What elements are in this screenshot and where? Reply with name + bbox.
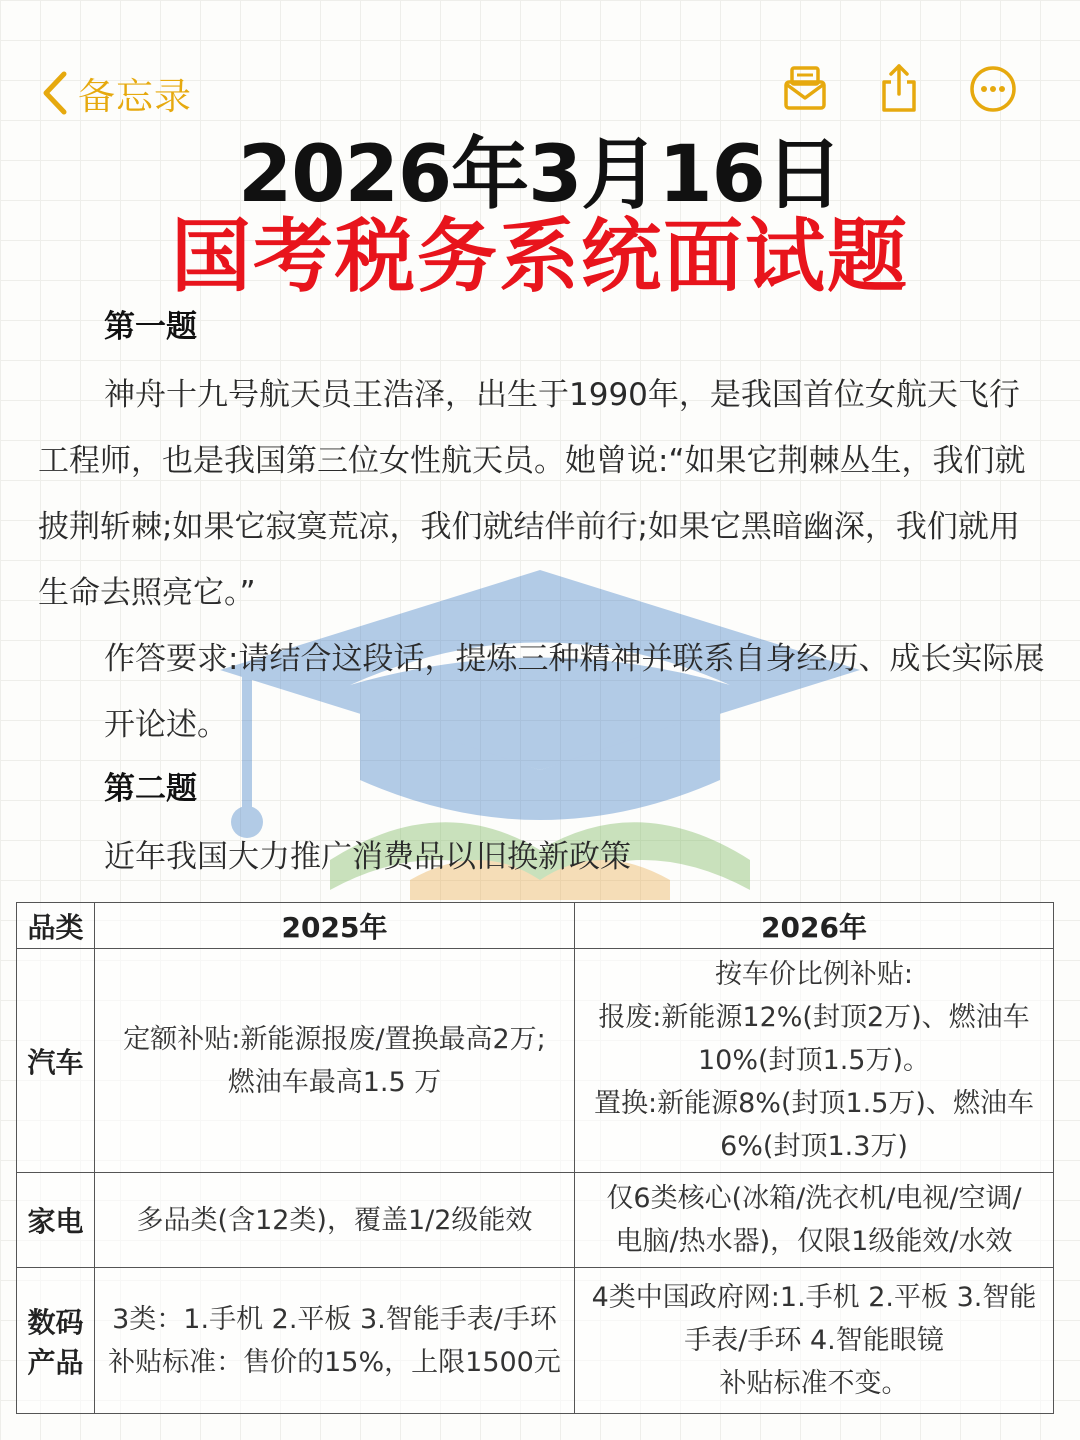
table-header-category: 品类 [17,903,95,949]
share-icon[interactable] [872,62,926,116]
cell-line: 电脑/热水器)，仅限1级能效/水效 [615,1226,1013,1257]
table-cell-2026 [575,1173,1054,1268]
cell-line: 定额补贴:新能源报废/置换最高2万; [123,1023,546,1055]
table-cell-2025 [95,1268,575,1414]
table-cell-2025 [95,949,575,1173]
cell-line: 多品类(含12类)，覆盖1/2级能效 [136,1204,533,1236]
table-header-2025: 2025年 [95,903,575,949]
cell-line: 产品 [27,1345,84,1379]
note-body [38,300,1048,890]
table-row [17,1268,1054,1414]
table-row [17,949,1054,1173]
more-icon[interactable] [966,62,1020,116]
cell-line: 仅6类核心(冰箱/洗衣机/电视/空调/ [606,1183,1022,1214]
table-cell-category: 家电 [17,1173,95,1268]
cell-line: 数码 [27,1305,84,1339]
cell-line: 10%(封顶1.5万)。 [697,1045,931,1076]
question-1-body: 神舟十九号航天员王浩泽，出生于1990年，是我国首位女航天飞行工程师，也是我国第三位女性航天员。她曾说:“如果它荆棘丛生，我们就披荆斩棘;如果它寂寞荒凉，我们就结伴前行;如果它黑暗幽深，我们就用生命去照亮它。” [38,377,1026,611]
chevron-left-icon [38,68,72,118]
title-main: 国考税务系统面试题 [171,210,909,303]
cell-line: 置换:新能源8%(封顶1.5万)、燃油车 [594,1088,1034,1119]
table-cell-category: 汽车 [17,949,95,1173]
cell-line: 补贴标准：售价的15%，上限1500元 [108,1346,561,1378]
cell-line: 3类：1.手机 2.平板 3.智能手表/手环 [112,1303,557,1335]
table-cell-2026 [575,1268,1054,1414]
question-1-requirement: 作答要求:请结合这段话，提炼三种精神并联系自身经历、成长实际展开论述。 [104,641,1045,743]
question-2-intro: 近年我国大力推广消费品以旧换新政策 [104,839,631,875]
cell-line: 补贴标准不变。 [719,1368,909,1399]
toolbar-actions [738,62,1020,116]
cell-line: 手表/手环 4.智能眼镜 [684,1325,944,1356]
cell-line: 燃油车最高1.5 万 [227,1066,442,1098]
question-1-heading: 第一题 [104,309,197,345]
subsidy-table [16,902,1054,1414]
table-cell-2026 [575,949,1054,1173]
cell-line: 按车价比例补贴: [714,959,914,990]
question-2-heading: 第二题 [104,771,197,807]
table-cell-2025 [95,1173,575,1268]
cell-line: 6%(封顶1.3万) [720,1131,908,1162]
table-cell-category [17,1268,95,1414]
table-row [17,1173,1054,1268]
table-header-row [17,903,1054,949]
table-header-2026: 2026年 [575,903,1054,949]
back-label: 备忘录 [78,75,192,118]
envelope-icon[interactable] [778,62,832,116]
title-date: 2026年3月16日 [238,130,842,220]
cell-line: 报废:新能源12%(封顶2万)、燃油车 [598,1002,1030,1033]
cell-line: 4类中国政府网:1.手机 2.平板 3.智能 [591,1282,1037,1313]
